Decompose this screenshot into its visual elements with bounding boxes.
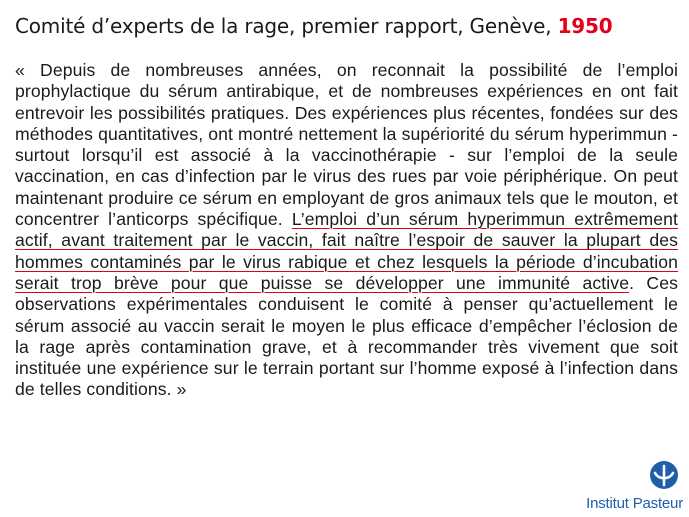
title-year: 1950 (557, 14, 613, 38)
quote-part-2: . Ces observations expérimentales conduisent le comité à penser qu’actuellement le sérum associé au vaccin serait le moyen le plus efficace d’empêcher l’éclosion de la rage après contamination grave, et à recommander très vivement que soit instituée une expérience sur le terrain portant sur l’homme exposé à l’infection dans de telles conditions. » (15, 272, 678, 400)
quote-paragraph (15, 60, 678, 401)
title-text: Comité d’experts de la rage, premier rapport, Genève, (15, 14, 558, 38)
slide-title (15, 14, 612, 38)
pasteur-logo-icon (649, 460, 679, 490)
quote-highlight: L’emploi d’un sérum hyperimmun extrêmement actif, avant traitement par le vaccin, fait naître l’espoir de sauver la plupart des hommes contaminés par le virus rabique et chez lesquels la période d’incubation serait trop brève pour que puisse se développer une immunité active (15, 209, 678, 293)
logo-text: Institut Pasteur (586, 495, 683, 512)
institut-pasteur-logo (555, 460, 685, 512)
quote-part-1: « Depuis de nombreuses années, on reconnait la possibilité de l’emploi prophylactique du sérum antirabique, et de nombreuses expériences en ont fait entrevoir les possibilités pratiques. Des expériences plus récentes, fondées sur des méthodes quantitatives, ont montré nettement la supériorité du sérum hyperimmun - surtout lorsqu’il est associé à la vaccinothérapie - sur l’emploi de la seule vaccination, en cas d’infection par le virus des rues par voie périphérique. On peut maintenant produire ce sérum en employant de gros animaux tels que le mouton, et concentrer l’anticorps spécifique. (15, 60, 678, 230)
